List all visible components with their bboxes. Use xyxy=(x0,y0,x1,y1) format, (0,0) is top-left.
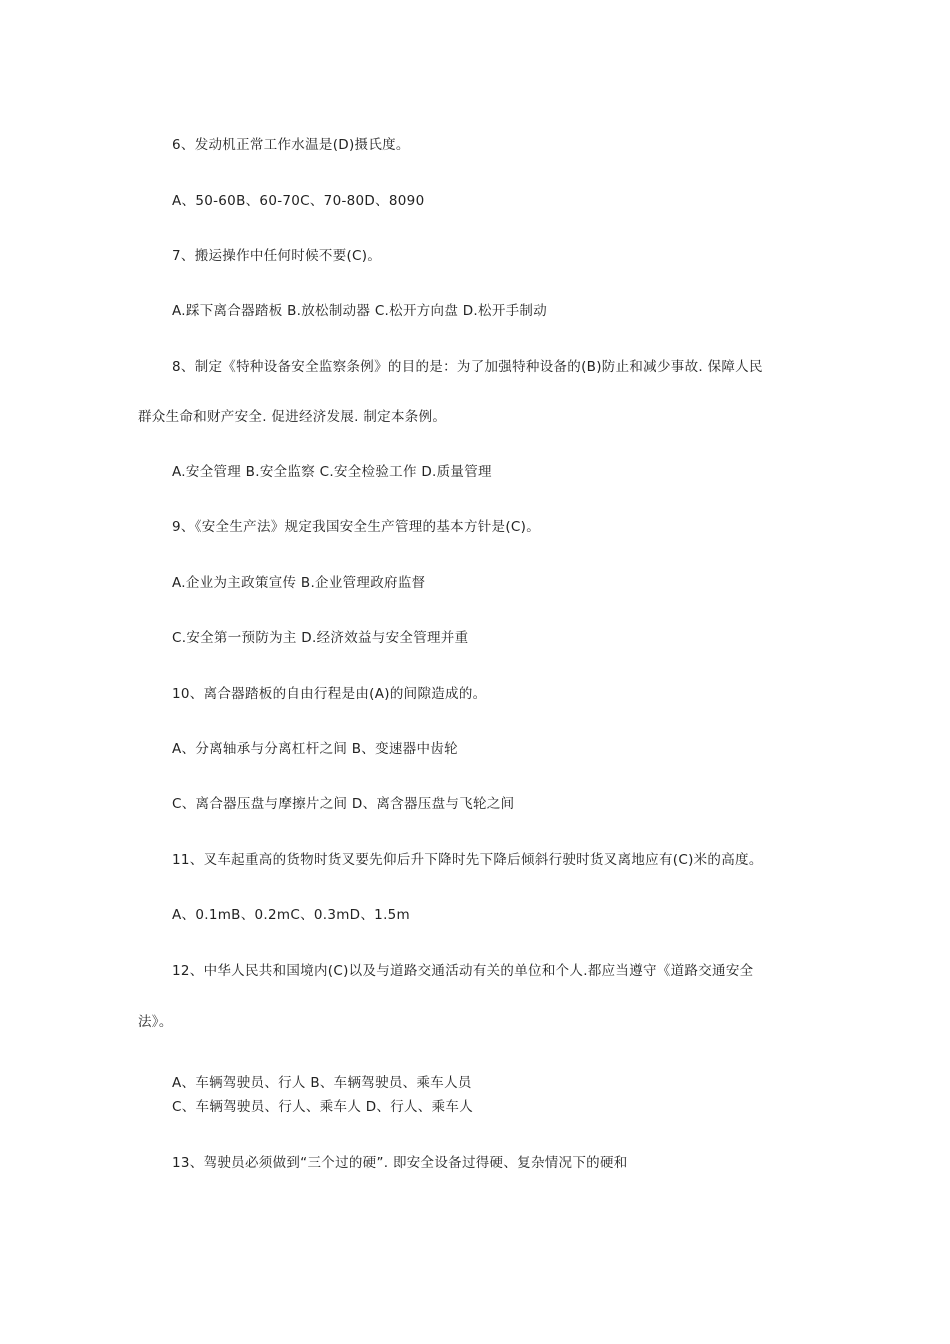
question-10: 10、离合器踏板的自由行程是由(A)的间隙造成的。 xyxy=(172,686,487,702)
question-12: 12、中华人民共和国境内(C)以及与道路交通活动有关的单位和个人.都应当遵守《道路交通安全 xyxy=(172,963,754,979)
question-7-options: A.踩下离合器踏板 B.放松制动器 C.松开方向盘 D.松开手制动 xyxy=(172,303,548,319)
question-11: 11、叉车起重高的货物时货叉要先仰后升下降时先下降后倾斜行驶时货叉离地应有(C)米的高度。 xyxy=(172,852,763,868)
question-8: 8、制定《特种设备安全监察条例》的目的是：为了加强特种设备的(B)防止和减少事故. 保障人民 xyxy=(172,359,763,375)
question-12-options-a-b: A、车辆驾驶员、行人 B、车辆驾驶员、乘车人员 xyxy=(172,1075,472,1091)
question-12-continued: 法》。 xyxy=(138,1014,173,1030)
question-8-continued: 群众生命和财产安全. 促进经济发展. 制定本条例。 xyxy=(138,409,447,425)
question-6: 6、发动机正常工作水温是(D)摄氏度。 xyxy=(172,137,410,153)
question-7: 7、搬运操作中任何时候不要(C)。 xyxy=(172,248,382,264)
question-13: 13、驾驶员必须做到“三个过的硬”. 即安全设备过得硬、复杂情况下的硬和 xyxy=(172,1155,628,1171)
question-12-options-c-d: C、车辆驾驶员、行人、乘车人 D、行人、乘车人 xyxy=(172,1099,474,1115)
question-9: 9、《安全生产法》规定我国安全生产管理的基本方针是(C)。 xyxy=(172,519,540,535)
question-11-options: A、0.1mB、0.2mC、0.3mD、1.5m xyxy=(172,907,410,923)
question-10-options-c-d: C、离合器压盘与摩擦片之间 D、离含器压盘与飞轮之间 xyxy=(172,796,515,812)
question-10-options-a-b: A、分离轴承与分离杠杆之间 B、变速器中齿轮 xyxy=(172,741,458,757)
question-8-options: A.安全管理 B.安全监察 C.安全检验工作 D.质量管理 xyxy=(172,464,492,480)
question-9-options-a-b: A.企业为主政策宣传 B.企业管理政府监督 xyxy=(172,575,426,591)
question-9-options-c-d: C.安全第一预防为主 D.经济效益与安全管理并重 xyxy=(172,630,469,646)
question-6-options: A、50-60B、60-70C、70-80D、8090 xyxy=(172,193,425,209)
